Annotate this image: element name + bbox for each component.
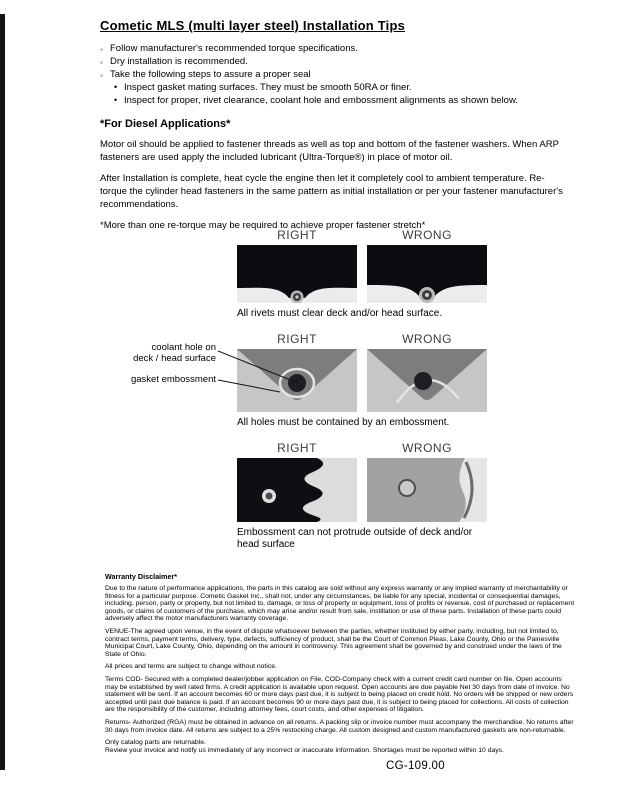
page-title: Cometic MLS (multi layer steel) Installation Tips [100, 18, 406, 33]
labels-row [237, 228, 497, 242]
diagram-row-embossment-protrusion [237, 441, 497, 551]
diagram-rivet-clearance-wrong [367, 245, 487, 303]
diesel-paragraph-2: After Installation is complete, heat cycle the engine then let it completely cool to ambient temperature. Re-torque the cylinder head fasteners in the same pattern as initial installation or per your fastener manufacturer's recommendations. [100, 173, 563, 210]
tip-text: Follow manufacturer's recommended torque specifications. [110, 43, 358, 54]
coolant-callout-line1: coolant hole on [151, 342, 216, 353]
open-bullet-icon: ◦ [100, 45, 103, 54]
labels-row [237, 332, 497, 346]
right-label: RIGHT [277, 228, 317, 242]
wrong-label: WRONG [402, 332, 452, 346]
gasket-embossment-callout: gasket embossment [130, 374, 216, 385]
open-bullet-icon: ◦ [100, 58, 103, 67]
main-content [100, 18, 572, 232]
diagram-row-rivet-clearance [237, 228, 497, 320]
sub-tip-item [114, 81, 572, 94]
diagram-caption: Embossment can not protrude outside of deck and/or head surface [237, 527, 473, 550]
wrong-label: WRONG [402, 441, 452, 455]
coolant-callout-line2: deck / head surface [133, 353, 216, 364]
sub-tip-text: Inspect gasket mating surfaces. They must be smooth 50RA or finer. [124, 82, 412, 93]
coolant-hole-callout [110, 342, 216, 364]
tip-text: Dry installation is recommended. [110, 56, 248, 67]
diagram-embossment-protrusion-wrong [367, 458, 487, 522]
disclaimer-paragraph: Returns- Authorized (RGA) must be obtained in advance on all returns. A packing slip or invoice number must accompany the merchandise. No returns after 30 days from invoice date. All returns are subject to a 25% restocking charge. All custom designed and custom manufactured gaskets are non-returnable. [105, 718, 574, 734]
disclaimer-paragraph: Terms COD- Secured with a completed dealer/jobber application on File, COD-Company check with a current credit card number on file. Open accounts may be established by well rated firms. A credit application is available upon request. Open accounts are due payable Net 30 days from date of invoice. No statement will be sent. If an account becomes 60 or more days past due, it is subject to being placed on credit hold. No orders will be shipped or new orders accepted until past due balance is paid. If an account becomes 90 or more days past due, it is subject to being placed for collections. All costs of collection are the responsibility of the customer, including attorney fees, court costs, and other expenses of litigation. [105, 675, 574, 714]
diagram-embossment-protrusion-right [237, 458, 357, 522]
labels-row [237, 441, 497, 455]
left-margin-rule [0, 14, 5, 770]
callout-pointer-lines [218, 348, 303, 398]
filled-bullet-icon: • [114, 82, 118, 92]
diagram-caption: All rivets must clear deck and/or head surface. [237, 308, 443, 319]
right-label: RIGHT [277, 332, 317, 346]
filled-bullet-icon: • [114, 95, 118, 105]
disclaimer-paragraph: VENUE-The agreed upon venue, in the event of dispute whatsoever between the parties, whether instituted by either party, including, but not limited to, contract terms, payment terms, delivery, type, defects, sufficiency of product, shall be the Court of Common Pleas, Lake County, Ohio or the Painesville Municipal Court, Lake County, Ohio, depending on the amount in controversy. This agreement shall be governed by and construed under the laws of the State of Ohio. [105, 627, 562, 658]
diagram-rivet-clearance-right [237, 245, 357, 303]
right-label: RIGHT [277, 441, 317, 455]
images-row [237, 458, 497, 522]
disclaimer-paragraph: Only catalog parts are returnable. [105, 739, 206, 747]
warranty-disclaimer-section [105, 572, 575, 754]
disclaimer-paragraph: All prices and terms are subject to change without notice. [105, 663, 277, 671]
sub-tip-text: Inspect for proper, rivet clearance, coolant hole and embossment alignments as shown below. [124, 95, 518, 106]
diagram-caption: All holes must be contained by an embossment. [237, 417, 450, 428]
images-row [237, 245, 497, 303]
diesel-applications-heading: *For Diesel Applications* [100, 118, 231, 130]
diesel-paragraph-1: Motor oil should be applied to fastener threads as well as top and bottom of the fastener washers. When ARP fasteners are used apply the included lubricant (Ultra-Torque®) in place of motor oil. [100, 139, 559, 163]
disclaimer-paragraph: Due to the nature of performance applications, the parts in this catalog are sold without any express warranty or any implied warranty of merchantability or fitness for a particular purpose. Cometic Gasket Inc., shall not, under any circumstances, be liable for any special, incidental or consequential damages, including, person, party or property, but not limited to, damage, or loss of property or equipment, loss of profits or revenue, cost of purchased or replacement goods, or claims of customers of the purchase, which may arise and/or result from sale, instillation or use of these parts. Installation of these parts could adversely affect the motor manufacturers warranty coverage. [105, 585, 575, 623]
tip-text: Take the following steps to assure a proper seal [110, 69, 311, 80]
tip-item [100, 68, 572, 81]
warranty-disclaimer-heading: Warranty Disclaimer* [105, 572, 178, 581]
disclaimer-paragraph: Review your invoice and notify us immediately of any incorrect or inaccurate information. Shortages must be reported within 10 days. [105, 746, 504, 754]
sub-tip-item [114, 94, 572, 107]
retorque-note: *More than one re-torque may be required to achieve proper fastener stretch* [100, 220, 426, 231]
open-bullet-icon: ◦ [100, 71, 103, 80]
page-number: CG-109.00 [386, 760, 445, 772]
tip-item [100, 42, 572, 55]
tip-item [100, 55, 572, 68]
diagram-hole-embossment-wrong [367, 349, 487, 412]
wrong-label: WRONG [402, 228, 452, 242]
